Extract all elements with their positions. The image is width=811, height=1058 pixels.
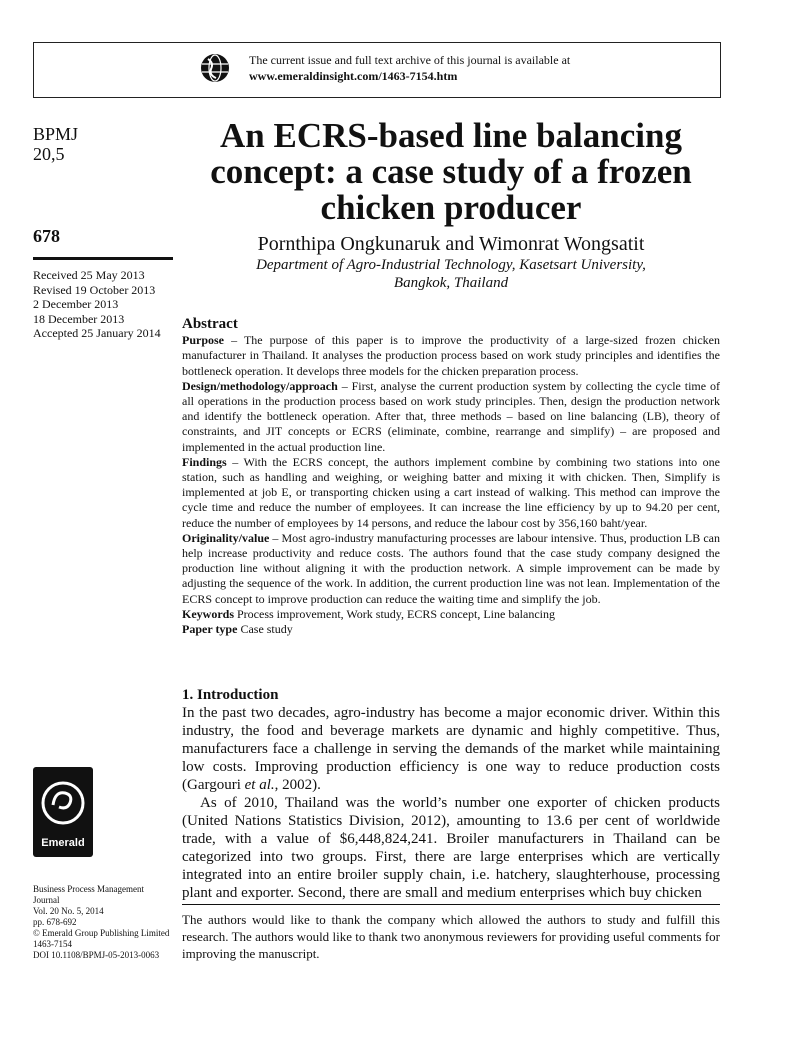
abstract-originality [182,531,720,607]
affiliation [182,256,720,292]
paper-type-label: Paper type [182,622,238,637]
banner-line: The current issue and full text archive of this journal is available at [249,53,571,67]
purpose-text: – The purpose of this paper is to improve the productivity of a large-sized frozen chicken manufacturer in Thailand. It analyses the production process based on work study principles and identifies the bottleneck operation. It develops three models for the chicken preparation process. [182,333,720,378]
footer-line: pp. 678-692 [33,917,77,927]
date-line: Accepted 25 January 2014 [33,326,161,340]
date-line: Received 25 May 2013 [33,268,145,282]
purpose-label: Purpose [182,333,224,348]
affiliation-line: Bangkok, Thailand [393,275,509,291]
introduction-section [182,686,720,902]
keywords-text: Process improvement, Work study, ECRS concept, Line balancing [234,606,555,621]
design-text: – First, analyse the current production system by collecting the cycle time of all operations in the production process based on work study principles. Then, design the production network and identify the bottleneck operation. After that, three methods – based on line balancing (LB), theory of constraints, and JIT concepts or ECRS (eliminate, combine, rearrange and simplify) – are proposed and implemented in the actual production line. [182,378,720,454]
acknowledgement-footnote: The authors would like to thank the company which allowed the authors to study and fulfill this research. The authors would like to thank two anonymous reviewers for providing useful comments for improving the manuscript. [182,904,720,962]
abstract [182,317,720,637]
abstract-purpose [182,333,720,379]
originality-text: – Most agro-industry manufacturing processes are labour intensive. Thus, production LB can help increase productivity and reduce costs. The authors found that the case study company designed the production line without aligning it with the production network. A simple improvement can be made by adjusting the sequence of the work. In addition, the current production line was not lean. Implementation of the ECRS concept to improve production can reduce the waiting time and simplify the job. [182,530,720,606]
findings-text: – With the ECRS concept, the authors implement combine by combining two stations into one station, such as handling and weighing, or weighing batter and mixing it with chicken. Then, Simplify is implemented at job E, or transporting chicken using a cart instead of walking. This method can improve the cycle time and reduce the number of employees. It can increase the line efficiency by up to 94.20 per cent, reduce the number of employees by 14 persons, and reduce the labour cost by 356,160 baht/year. [182,454,720,530]
authors: Pornthipa Ongkunaruk and Wimonrat Wongsatit [257,233,645,255]
abstract-findings [182,455,720,531]
date-line: Revised 19 October 2013 [33,282,156,297]
banner-text [249,52,570,84]
emerald-e-icon [33,773,93,833]
received-dates [33,268,161,341]
date-line: 18 December 2013 [33,311,125,326]
divider [33,257,173,260]
keywords [182,607,720,622]
footer-line: 1463-7154 [33,939,72,949]
paragraph-text: , 2002). [274,777,321,793]
footer-line: Vol. 20 No. 5, 2014 [33,906,104,916]
journal-volume [33,124,78,164]
volume-issue: 20,5 [33,144,65,164]
date-line: 2 December 2013 [33,297,119,311]
findings-label: Findings [182,454,227,469]
originality-label: Originality/value [182,530,270,545]
page-number: 678 [33,226,60,246]
footer-line: DOI 10.1108/BPMJ-05-2013-0063 [33,950,160,960]
journal-abbr: BPMJ [33,124,79,144]
paragraph [182,704,720,794]
footer-line: Business Process Management [33,884,144,894]
abstract-design [182,379,720,455]
journal-footer [33,884,178,961]
paper-title: An ECRS-based line balancing concept: a case study of a frozen chicken producer [210,116,692,227]
journal-banner [33,42,721,98]
footer-line: © Emerald Group Publishing Limited [33,928,170,938]
abstract-heading: Abstract [182,316,238,332]
paper-type [182,622,720,637]
paragraph: As of 2010, Thailand was the world’s number one exporter of chicken products (United Nations Statistics Division, 2012), amounting to 13.6 per cent of worldwide trade, with a value of $6,448,824,241. Broiler manufacturers in Thailand can be categorized into two groups. First, there are large enterprises which are vertically integrated into an entire broiler supply chain, i.e. hatchery, slaughterhouse, processing plant and exporter. Second, there are small and medium enterprises which buy chicken [182,795,720,901]
keywords-label: Keywords [182,606,234,621]
footer-line: Journal [33,895,60,905]
design-label: Design/methodology/approach [182,378,338,393]
globe-icon [200,53,230,83]
emerald-logo [33,767,93,857]
section-heading: 1. Introduction [182,687,279,703]
logo-label: Emerald [41,837,85,849]
citation-etal: et al. [244,777,275,793]
paper-type-text: Case study [237,622,293,637]
journal-url[interactable]: www.emeraldinsight.com/1463-7154.htm [249,69,458,83]
paragraph-text: In the past two decades, agro-industry has become a major economic driver. Within this industry, the food and beverage markets are dynamic and highly competitive. Thus, manufacturers face a challenge in serving the demands of the market while maintaining low costs. Improving production efficiency is one way to reduce production costs (Gargouri [182,705,720,793]
affiliation-line: Department of Agro-Industrial Technology, Kasetsart University, [256,257,646,273]
